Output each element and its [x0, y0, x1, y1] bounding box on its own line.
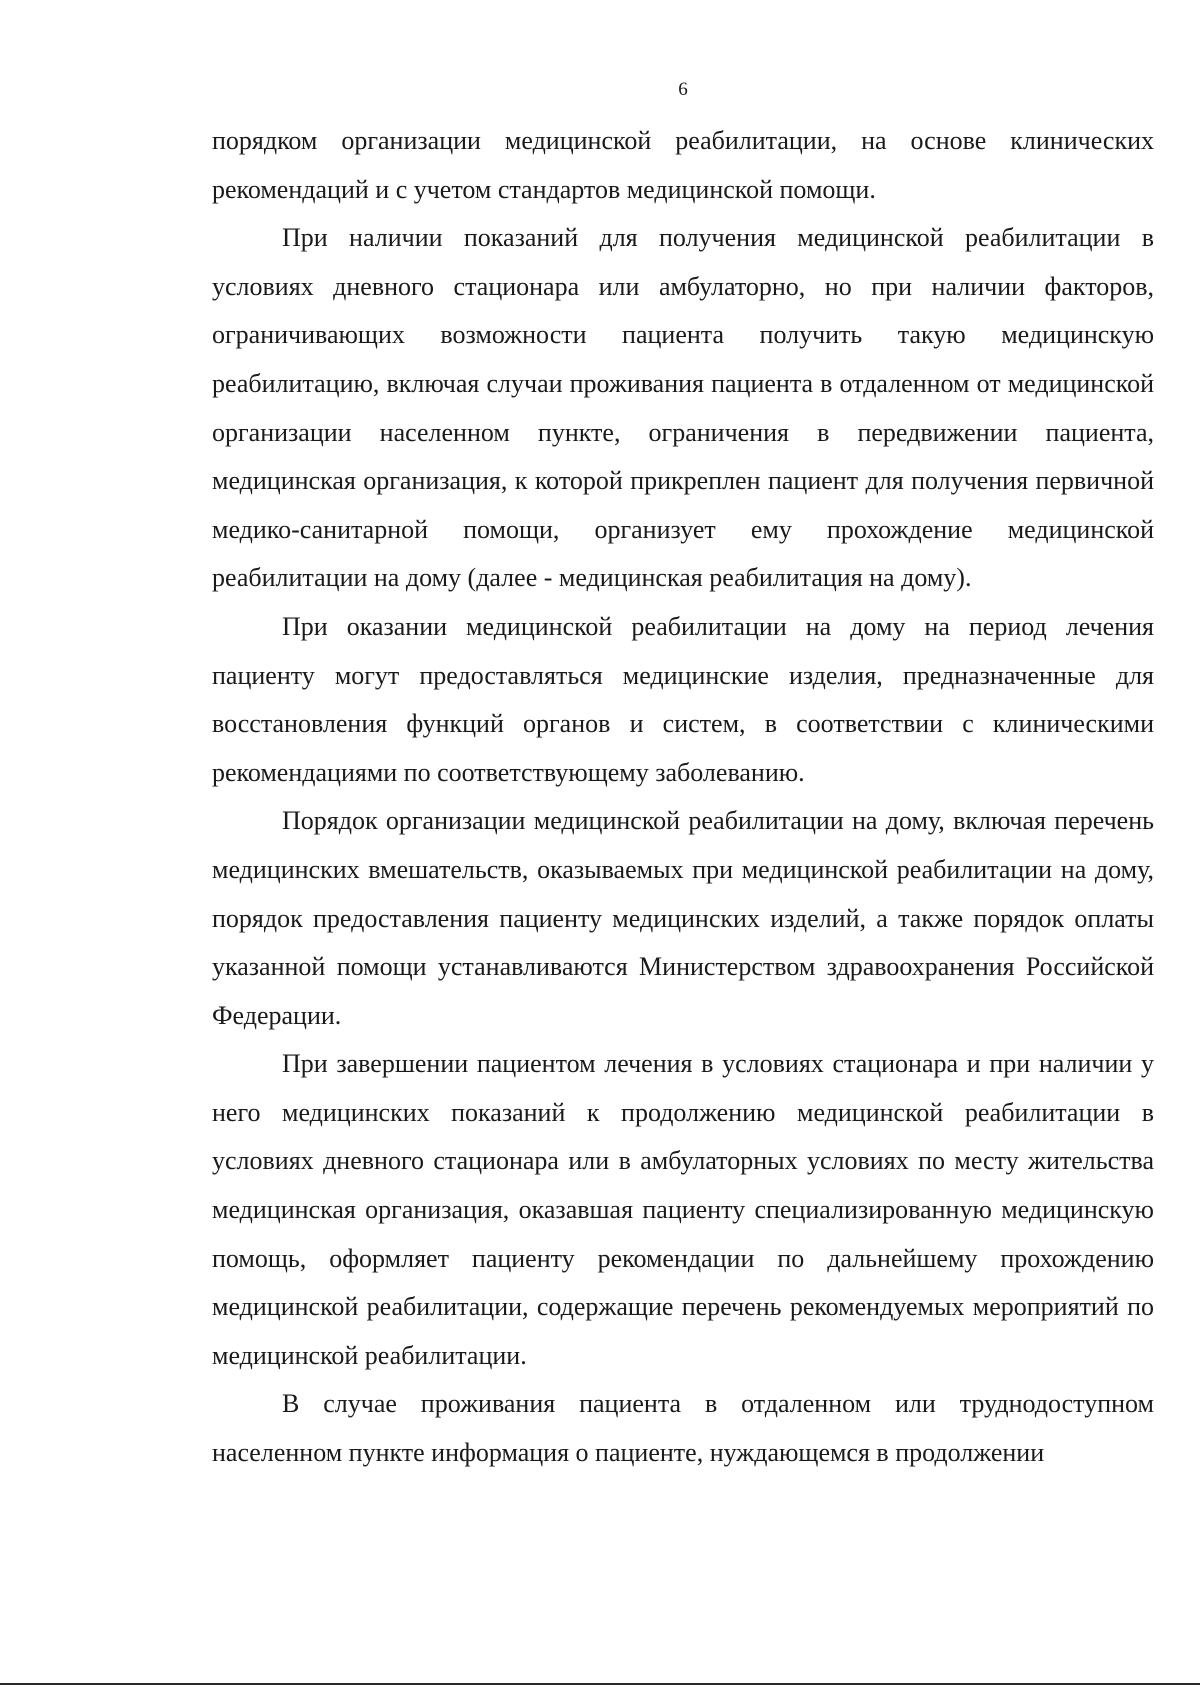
paragraph-home-rehabilitation: При наличии показаний для получения медицинской реабилитации в условиях дневного стационара или амбулаторно, но при наличии факторов, ограничивающих возможности пациента получить такую медицинскую реабилитацию, включая случаи проживания пациента в отдаленном от медицинской организации населенном пункте, ограничения в передвижении пациента, медицинская организация, к которой прикреплен пациент для получения первичной медико-санитарной помощи, организует ему прохождение медицинской реабилитации на дому (далее - медицинская реабилитация на дому). [212, 223, 1154, 593]
paragraph-continuation: порядком организации медицинской реабилитации, на основе клинических рекомендаций и с учетом стандартов медицинской помощи. [212, 126, 1154, 204]
paragraph-ministry-procedure: Порядок организации медицинской реабилитации на дому, включая перечень медицинских вмешательств, оказываемых при медицинской реабилитации на дому, порядок предоставления пациенту медицинских изделий, а также порядок оплаты указанной помощи устанавливаются Министерством здравоохранения Российской Федерации. [212, 806, 1154, 1030]
document-body [212, 117, 1154, 1478]
page-number: 6 [678, 79, 688, 100]
paragraph-medical-devices: При оказании медицинской реабилитации на дому на период лечения пациенту могут предоставляться медицинские изделия, предназначенные для восстановления функций органов и систем, в соответствии с клиническими рекомендациями по соответствующему заболеванию. [212, 611, 1154, 787]
paragraph-hospital-discharge: При завершении пациентом лечения в условиях стационара и при наличии у него медицинских показаний к продолжению медицинской реабилитации в условиях дневного стационара или в амбулаторных условиях по месту жительства медицинская организация, оказавшая пациенту специализированную медицинскую помощь, оформляет пациенту рекомендации по дальнейшему прохождению медицинской реабилитации, содержащие перечень рекомендуемых мероприятий по медицинской реабилитации. [212, 1049, 1154, 1370]
bottom-rule [0, 1683, 1200, 1685]
paragraph-remote-settlement: В случае проживания пациента в отдаленном или труднодоступном населенном пункте информация о пациенте, нуждающемся в продолжении [212, 1389, 1154, 1468]
